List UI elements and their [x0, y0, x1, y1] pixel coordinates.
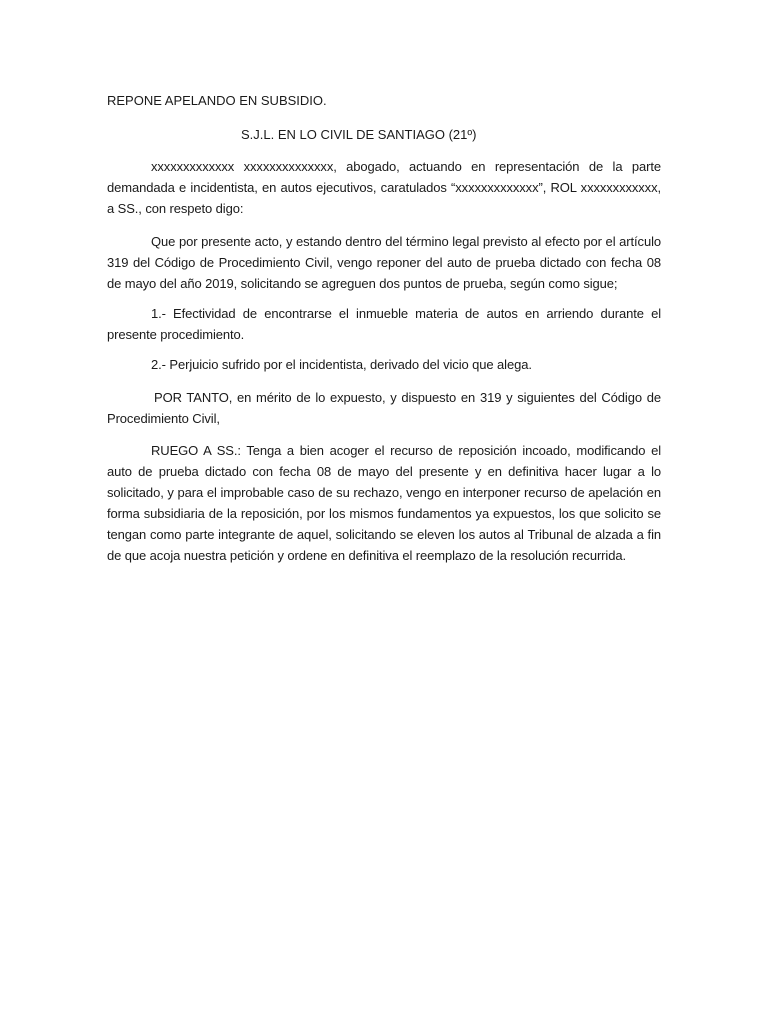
- intro-paragraph: xxxxxxxxxxxxx xxxxxxxxxxxxxx, abogado, actuando en representación de la parte demandada e incidentista, en autos ejecutivos, caratulados “xxxxxxxxxxxxx”, ROL xxxxxxxxxxxx, a SS., con respeto digo:: [107, 159, 661, 216]
- document-sumilla: REPONE APELANDO EN SUBSIDIO.: [107, 93, 327, 108]
- por-tanto-paragraph: POR TANTO, en mérito de lo expuesto, y dispuesto en 319 y siguientes del Código de Procedimiento Civil,: [107, 390, 661, 426]
- ruego-paragraph: RUEGO A SS.: Tenga a bien acoger el recurso de reposición incoado, modificando el auto de prueba dictado con fecha 08 de mayo del presente y en definitiva hacer lugar a lo solicitado, y para el improbable caso de su rechazo, vengo en interponer recurso de apelación en forma subsidiaria de la reposición, por los mismos fundamentos ya expuestos, los que solicito se tengan como parte integrante de aquel, solicitando se eleven los autos al Tribunal de alzada a fin de que acoja nuestra petición y ordene en definitiva el reemplazo de la resolución recurrida.: [107, 443, 661, 563]
- evidence-point-1: 1.- Efectividad de encontrarse el inmueble materia de autos en arriendo durante el presente procedimiento.: [107, 306, 661, 342]
- evidence-point-2: 2.- Perjuicio sufrido por el incidentista, derivado del vicio que alega.: [151, 357, 532, 372]
- court-addressee: S.J.L. EN LO CIVIL DE SANTIAGO (21º): [241, 127, 477, 142]
- body-paragraph: Que por presente acto, y estando dentro del término legal previsto al efecto por el artículo 319 del Código de Procedimiento Civil, vengo reponer del auto de prueba dictado con fecha 08 de mayo del año 2019, solicitando se agreguen dos puntos de prueba, según como sigue;: [107, 234, 661, 291]
